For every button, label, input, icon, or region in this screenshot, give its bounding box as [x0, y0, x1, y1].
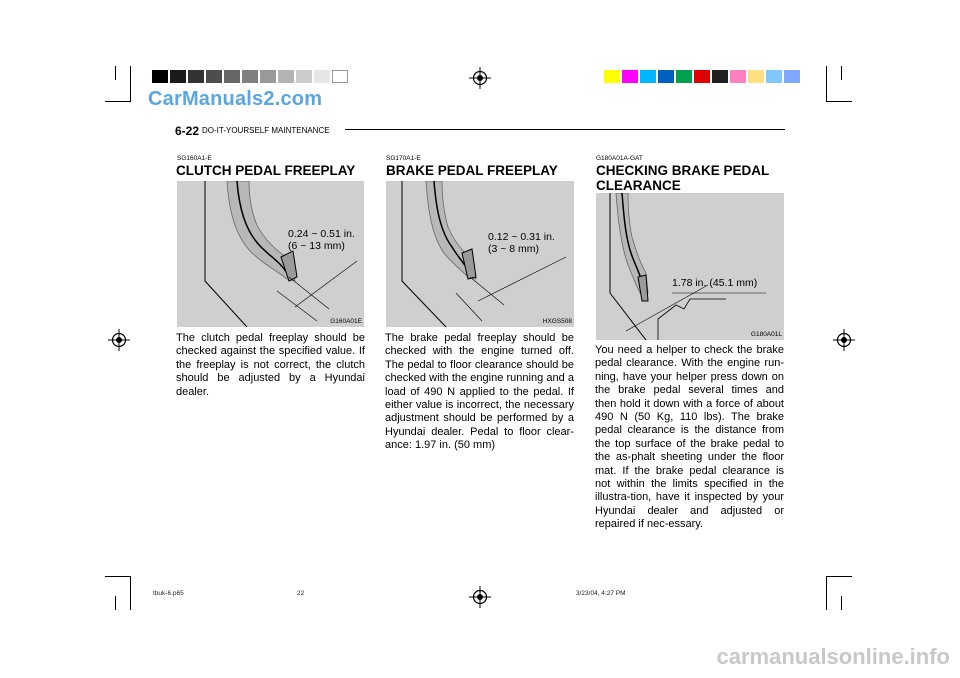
color-swatch — [604, 70, 620, 83]
figure-code: G180A01L — [750, 331, 782, 338]
section-body: You need a helper to check the brake pedal clearance. With the engine run-ning, have your helper press down on the brake pedal several times and then hold it down with a force of about 490 N (50 Kg, 110 lbs). The brake pedal clearance is the distance from the top surface of the brake pedal to the as-phalt sheeting under the floor mat. If the brake pedal clearance is not within the limits specified in the illustra-tion, have it inspected by your Hyundai dealer and adjusted or repaired if nec-essary. — [595, 344, 784, 531]
brake-pedal-clearance-illustration — [596, 193, 784, 340]
freeplay-value — [488, 231, 555, 255]
section-body: The brake pedal freeplay should be checked with the engine turned off. The pedal to floor clearance should be checked with the engine running and a load of 490 N applied to the pedal. If either value is incorrect, the necessary adjustment should be performed by a Hyundai dealer. Pedal to floor clear-ance: 1.97 in. (50 mm) — [385, 332, 574, 452]
figure-code: G160A01E — [330, 318, 362, 325]
color-swatch — [622, 70, 638, 83]
section-body: The clutch pedal freeplay should be checked against the specified value. If the freeplay is not correct, the clutch should be adjusted by a Hyundai dealer. — [176, 332, 365, 398]
section-code: SG160A1-E — [177, 155, 212, 162]
color-swatch — [694, 70, 710, 83]
footer-timestamp: 3/23/04, 4:27 PM — [576, 590, 626, 597]
section-heading: BRAKE PEDAL FREEPLAY — [386, 163, 558, 178]
section-title: DO-IT-YOURSELF MAINTENANCE — [202, 126, 330, 135]
freeplay-value-mm: (3 ~ 8 mm) — [488, 243, 540, 255]
page-number: 6-22 — [175, 124, 200, 138]
brake-pedal-illustration — [386, 181, 574, 327]
footer-file: tbuk-6.p65 — [153, 590, 184, 597]
registration-crosshair-icon — [469, 67, 491, 89]
freeplay-value-in: 0.24 ~ 0.51 in. — [288, 228, 355, 240]
section-heading — [596, 163, 796, 193]
header-rule — [345, 129, 785, 130]
gray-swatch — [332, 70, 348, 83]
watermark-bottom: carmanualsonline.info — [716, 644, 950, 669]
gray-swatch — [242, 70, 258, 83]
color-swatch — [766, 70, 782, 83]
gray-swatch — [314, 70, 330, 83]
section-code: G180A01A-GAT — [596, 155, 643, 162]
section-heading-line2: CLEARANCE — [596, 178, 681, 193]
clutch-pedal-illustration — [177, 181, 364, 327]
clearance-value: 1.78 in. (45.1 mm) — [672, 277, 758, 289]
gray-swatch — [170, 70, 186, 83]
freeplay-value — [288, 228, 355, 252]
color-swatch — [712, 70, 728, 83]
watermark-top: CarManuals2.com — [148, 88, 323, 110]
color-swatch — [748, 70, 764, 83]
gray-swatch — [224, 70, 240, 83]
gray-swatch — [260, 70, 276, 83]
section-heading: CLUTCH PEDAL FREEPLAY — [176, 163, 356, 178]
color-swatch — [640, 70, 656, 83]
registration-crosshair-icon — [469, 586, 491, 608]
freeplay-value-mm: (6 ~ 13 mm) — [288, 240, 345, 252]
gray-swatch — [152, 70, 168, 83]
registration-crosshair-icon — [833, 329, 855, 351]
color-swatch — [676, 70, 692, 83]
gray-swatch — [278, 70, 294, 83]
color-swatch — [784, 70, 800, 83]
registration-crosshair-icon — [108, 329, 130, 351]
freeplay-value-in: 0.12 ~ 0.31 in. — [488, 231, 555, 243]
gray-swatch — [296, 70, 312, 83]
gray-swatch — [188, 70, 204, 83]
gray-swatch — [206, 70, 222, 83]
section-code: SG170A1-E — [386, 155, 421, 162]
color-swatch — [730, 70, 746, 83]
section-heading-line1: CHECKING BRAKE PEDAL — [596, 163, 770, 178]
color-swatch — [658, 70, 674, 83]
footer-page: 22 — [297, 590, 305, 597]
figure-code: HXGS508 — [542, 318, 572, 325]
